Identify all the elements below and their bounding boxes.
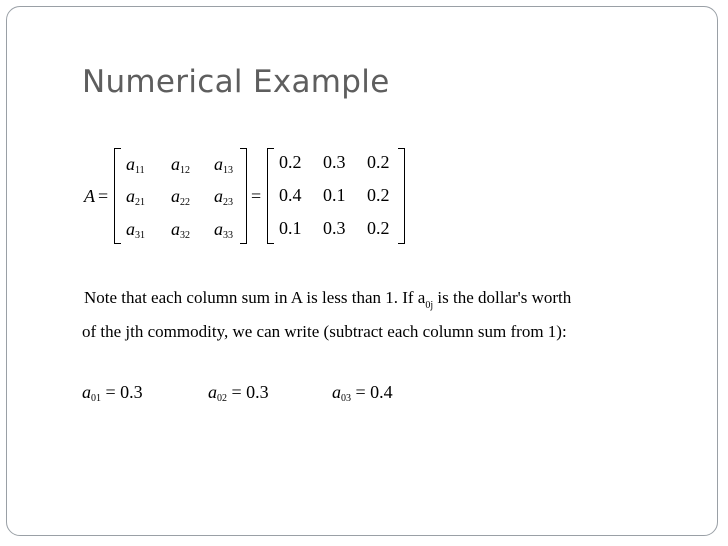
matrix-entry-a31: $a_{31}$ bbox=[126, 219, 145, 241]
matrix-entry-a33: $a_{33}$ bbox=[214, 219, 233, 241]
note-line-1: Note that each column sum in A is less than 1. If $a_{0j}$ is the dollar's worth bbox=[84, 288, 572, 311]
numeric-entry-r1c1: 0.2 bbox=[279, 152, 302, 172]
slide-title: Numerical Example bbox=[82, 64, 390, 100]
numeric-matrix-left-bracket bbox=[267, 148, 274, 244]
equals-sign-lhs: = bbox=[98, 186, 109, 206]
symbolic-matrix-right-bracket bbox=[240, 148, 247, 244]
result-a02: $a_{02} = 0.3$ bbox=[208, 382, 269, 404]
symbolic-matrix-left-bracket bbox=[114, 148, 121, 244]
numeric-entry-r1c2: 0.3 bbox=[323, 152, 346, 172]
equals-sign-matrices: = bbox=[251, 186, 262, 206]
result-a01: $a_{01} = 0.3$ bbox=[82, 382, 143, 404]
matrix-entry-a21: $a_{21}$ bbox=[126, 186, 145, 208]
numeric-entry-r2c3: 0.2 bbox=[367, 185, 390, 205]
numeric-entry-r3c2: 0.3 bbox=[323, 218, 346, 238]
matrix-label-a: A bbox=[84, 186, 95, 206]
numeric-entry-r1c3: 0.2 bbox=[367, 152, 390, 172]
numeric-entry-r3c1: 0.1 bbox=[279, 218, 302, 238]
matrix-entry-a23: $a_{23}$ bbox=[214, 186, 233, 208]
matrix-entry-a22: $a_{22}$ bbox=[171, 186, 190, 208]
note-line-2: of the jth commodity, we can write (subtract each column sum from 1): bbox=[82, 322, 567, 341]
matrix-entry-a13: $a_{13}$ bbox=[214, 154, 233, 176]
matrix-entry-a32: $a_{32}$ bbox=[171, 219, 190, 241]
numeric-entry-r3c3: 0.2 bbox=[367, 218, 390, 238]
matrix-entry-a11: $a_{11}$ bbox=[126, 154, 145, 176]
numeric-entry-r2c1: 0.4 bbox=[279, 185, 302, 205]
numeric-entry-r2c2: 0.1 bbox=[323, 185, 346, 205]
matrix-entry-a12: $a_{12}$ bbox=[171, 154, 190, 176]
result-a03: $a_{03} = 0.4$ bbox=[332, 382, 393, 404]
numeric-matrix-right-bracket bbox=[398, 148, 405, 244]
